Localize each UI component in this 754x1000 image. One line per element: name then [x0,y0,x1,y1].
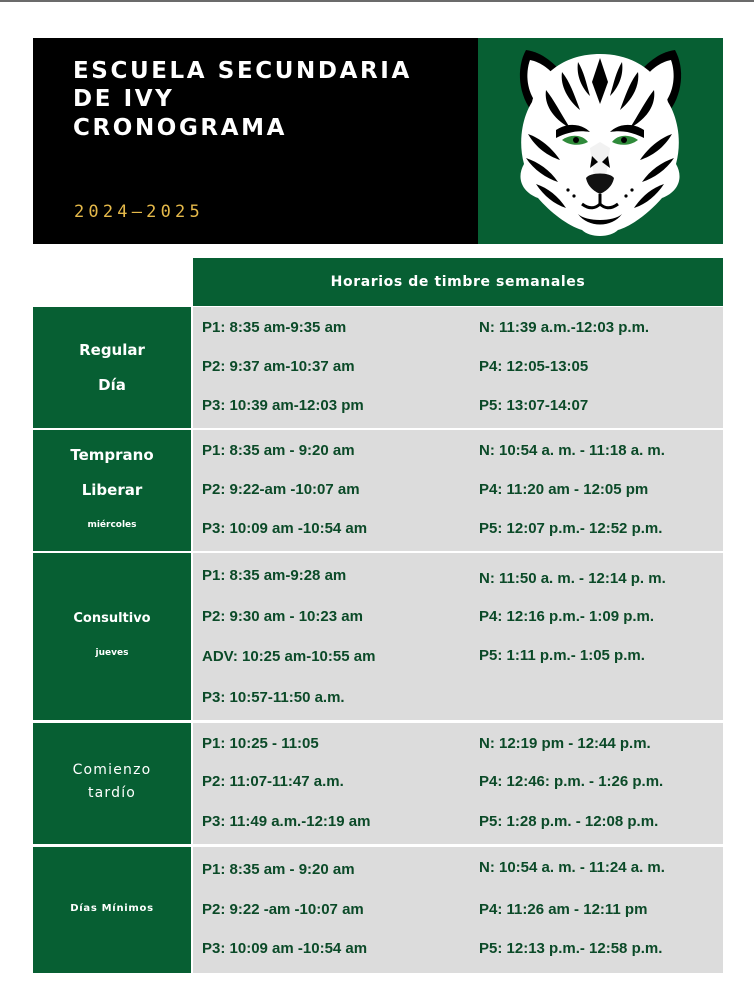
schedule-row-regular [33,307,723,428]
row-label-panel [33,430,191,551]
period-time: P4: 11:26 am - 12:11 pm [479,901,648,918]
row-label-line: Regular [79,341,145,359]
period-time: P4: 12:16 p.m.- 1:09 p.m. [479,608,655,625]
row-label-line: Día [98,376,126,394]
period-time: P1: 8:35 am - 9:20 am [202,861,355,878]
period-time: P4: 12:46: p.m. - 1:26 p.m. [479,773,664,790]
row-label-day: jueves [95,648,129,658]
period-time: P5: 12:13 p.m.- 12:58 p.m. [479,940,663,957]
mascot-panel [478,38,723,244]
schedule-row-late-start [33,723,723,844]
schedule-row-advisory [33,553,723,720]
period-time: N: 10:54 a. m. - 11:18 a. m. [479,442,665,459]
row-label-line: Comienzo [72,762,152,778]
period-time: P2: 9:37 am-10:37 am [202,358,355,375]
school-name-line2: DE IVY [73,86,175,112]
schedule-row-minimum-days [33,847,723,973]
period-time: N: 12:19 pm - 12:44 p.m. [479,735,651,752]
period-time: P3: 10:57-11:50 a.m. [202,689,345,706]
row-label-panel [33,847,191,973]
row-label-line: Consultivo [73,611,151,626]
period-time: P3: 10:09 am -10:54 am [202,940,368,957]
row-label-day: miércoles [87,520,137,530]
row-times [193,430,723,551]
period-time: P3: 11:49 a.m.-12:19 am [202,813,371,830]
school-name-line1: ESCUELA SECUNDARIA [73,58,412,84]
row-label-line: Liberar [81,481,143,499]
row-times [193,847,723,973]
period-time: P4: 11:20 am - 12:05 pm [479,481,649,498]
row-label-panel [33,553,191,720]
row-times [193,723,723,844]
period-time: P3: 10:09 am -10:54 am [202,520,368,537]
school-year: 2024–2025 [74,202,204,222]
row-label-line: tardío [87,785,137,801]
period-time: P1: 8:35 am - 9:20 am [202,442,355,459]
table-heading: Horarios de timbre semanales [193,258,723,306]
period-time: P1: 10:25 - 11:05 [202,735,319,752]
period-time: P1: 8:35 am-9:35 am [202,319,347,336]
header-banner [33,38,723,244]
row-label-line: Temprano [70,446,154,464]
period-time: N: 11:39 a.m.-12:03 p.m. [479,319,650,336]
period-time: ADV: 10:25 am-10:55 am [202,648,376,665]
row-label-panel [33,307,191,428]
schedule-row-early-release [33,430,723,551]
period-time: P5: 1:28 p.m. - 12:08 p.m. [479,813,659,830]
period-time: P2: 11:07-11:47 a.m. [202,773,344,790]
row-times [193,553,723,720]
row-times [193,307,723,428]
period-time: P5: 12:07 p.m.- 12:52 p.m. [479,520,663,537]
row-label-line: Días Mínimos [70,903,154,914]
tiger-head-icon [478,38,723,244]
period-time: P4: 12:05-13:05 [479,358,589,375]
period-time: P5: 13:07-14:07 [479,397,589,414]
title-panel [33,38,478,244]
period-time: N: 11:50 a. m. - 12:14 p. m. [479,570,666,587]
row-label-panel [33,723,191,844]
period-time: P1: 8:35 am-9:28 am [202,567,347,584]
period-time: P2: 9:22-am -10:07 am [202,481,360,498]
period-time: N: 10:54 a. m. - 11:24 a. m. [479,859,665,876]
period-time: P3: 10:39 am-12:03 pm [202,397,364,414]
schedule-title: CRONOGRAMA [73,115,288,141]
period-time: P2: 9:30 am - 10:23 am [202,608,363,625]
period-time: P5: 1:11 p.m.- 1:05 p.m. [479,647,645,664]
top-border-line [0,0,754,2]
period-time: P2: 9:22 -am -10:07 am [202,901,364,918]
